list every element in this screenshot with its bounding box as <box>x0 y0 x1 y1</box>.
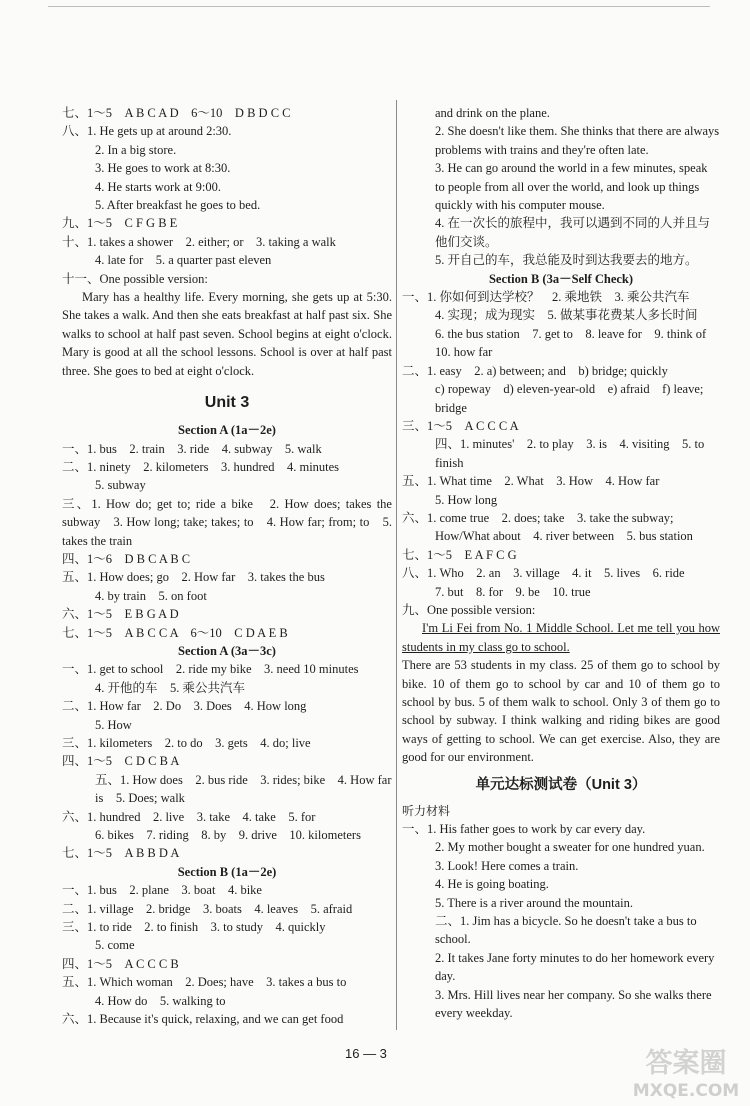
page-number: 16 — 3 <box>345 1046 387 1061</box>
column-divider <box>396 100 397 1030</box>
answer-line: 4. by train 5. on foot <box>95 588 207 603</box>
section-heading: Section A (3a－3c) <box>178 643 276 658</box>
answer-line: 五、1. Which woman 2. Does; have 3. takes a bus to <box>62 975 347 990</box>
answer-line: 三、1. How do; get to; ride a bike 2. How does; takes the subway 3. How long; take; takes; to 4. How far; from; to 5. takes the train <box>62 496 392 548</box>
answer-line: 八、1. Who 2. an 3. village 4. it 5. lives 6. ride <box>402 566 685 581</box>
answer-line: 4. 实现；成为现实 5. 做某事花费某人多长时间 <box>435 308 698 323</box>
answer-line: 三、1～5 A C C C A <box>402 418 519 433</box>
answer-line: c) ropeway d) eleven-year-old e) afraid f) leave; bridge <box>435 382 704 415</box>
answer-line: 5. subway <box>95 478 146 493</box>
answer-line: 二、1. Jim has a bicycle. So he doesn't take a bus to school. <box>435 914 697 947</box>
answer-line: I'm Li Fei from No. 1 Middle School. Let me tell you how students in my class go to school. <box>402 621 720 654</box>
answer-line: 十、1. takes a shower 2. either; or 3. taking a walk <box>62 234 336 249</box>
answer-line: Mary has a healthy life. Every morning, she gets up at 5:30. She takes a walk. And then she eats breakfast at half past six. She walks to school at half past seven. School begins at eight o'clock. Mary is good at all the school lessons. School is over at half past three. She goes to bed at eight o'clock. <box>62 290 392 378</box>
answer-line: 4. How do 5. walking to <box>95 993 226 1008</box>
section-heading: Section B (3a－Self Check) <box>488 271 634 286</box>
answer-line: 六、1～5 E B G A D <box>62 607 179 622</box>
answer-line: 2. In a big store. <box>95 142 177 157</box>
top-rule <box>48 6 710 7</box>
answer-line: 5. come <box>95 938 135 953</box>
test-heading: 单元达标测试卷（Unit 3） <box>475 776 647 793</box>
answer-line: 三、1. kilometers 2. to do 3. gets 4. do; live <box>62 736 311 750</box>
answer-line: 一、1. bus 2. plane 3. boat 4. bike <box>62 883 262 898</box>
answer-line: 5. There is a river around the mountain. <box>435 895 633 910</box>
answer-line: and drink on the plane. <box>435 106 550 120</box>
section-heading: Section B (1a－2e) <box>177 864 277 879</box>
answer-line: 4. He is going boating. <box>435 877 549 892</box>
answer-line: 一、1. get to school 2. ride my bike 3. need 10 minutes <box>62 662 359 677</box>
answer-line: 2. My mother bought a sweater for one hundred yuan. <box>435 840 705 855</box>
answer-line: 七、1～5 E A F C G <box>402 547 517 562</box>
answer-line: 5. After breakfast he goes to bed. <box>95 198 261 213</box>
answer-line: 6. bikes 7. riding 8. by 9. drive 10. kilometers <box>95 828 361 843</box>
answer-line: 3. He can go around the world in a few minutes, speak to people from all over the world, and look up things quickly with his computer mouse. <box>435 161 708 213</box>
answer-line: 七、1～5 A B C C A 6～10 C D A E B <box>62 625 288 640</box>
answer-line: 一、1. 你如何到达学校？ 2. 乘地铁 3. 乘公共汽车 <box>402 290 690 305</box>
answer-line: 7. but 8. for 9. be 10. true <box>435 584 591 599</box>
section-heading: Section A (1a－2e) <box>178 423 276 438</box>
answer-line: 六、1. Because it's quick, relaxing, and we can get food <box>62 1012 344 1027</box>
answer-line: 三、1. to ride 2. to finish 3. to study 4. quickly <box>62 920 326 935</box>
answer-line: 六、1. come true 2. does; take 3. take the subway; <box>402 510 674 525</box>
listening-label: 听力材料 <box>402 803 451 818</box>
answer-line: 五、1. What time 2. What 3. How 4. How far <box>402 474 660 489</box>
answer-line: 3. He goes to work at 8:30. <box>95 161 231 176</box>
answer-line: 3. Mrs. Hill lives near her company. So she walks there every weekday. <box>435 987 712 1021</box>
watermark-text: 答案圈 <box>645 1048 727 1079</box>
answer-line: 二、1. village 2. bridge 3. boats 4. leaves 5. afraid <box>62 901 353 916</box>
answer-line: 四、1. minutes' 2. to play 3. is 4. visiting 5. to finish <box>435 437 705 470</box>
answer-line: 九、One possible version: <box>402 602 536 617</box>
answer-line: 4. 在一次长的旅程中，我可以遇到不同的人并且与他们交谈。 <box>435 216 711 249</box>
answer-line: 五、1. How does; go 2. How far 3. takes the bus <box>62 570 325 585</box>
answer-line: 5. 开自己的车，我总能及时到达我要去的地方。 <box>435 253 698 268</box>
left-column <box>62 104 392 1029</box>
answer-line: 四、1～6 D B C A B C <box>62 551 191 566</box>
answer-line: 2. She doesn't like them. She thinks that there are always problems with trains and they're often late. <box>435 124 720 157</box>
watermark-url: MXQE.COM <box>632 1081 740 1101</box>
answer-line: 二、1. ninety 2. kilometers 3. hundred 4. minutes <box>62 459 340 474</box>
answer-line: 4. late for 5. a quarter past eleven <box>95 253 272 268</box>
answer-line: There are 53 students in my class. 25 of them go to school by bike. 10 of them go to school by car and 10 of them go to school by bus. 5 of them walk to school. Only 3 of them go to school by subway. I think walking and riding bikes are good ways of getting to school. We can get exercise. Also, they are good for our environment. <box>402 658 720 765</box>
answer-line: 八、1. He gets up at around 2:30. <box>62 124 232 139</box>
answer-line: 5. How <box>95 717 132 732</box>
answer-line: 四、1～5 A C C C B <box>62 956 179 971</box>
answer-line: 二、1. easy 2. a) between; and b) bridge; quickly <box>402 363 668 378</box>
answer-line: 一、1. bus 2. train 3. ride 4. subway 5. walk <box>62 441 322 456</box>
answer-line: 七、1～5 A B C A D 6～10 D B D C C <box>62 106 291 120</box>
answer-line: 九、1～5 C F G B E <box>62 216 178 231</box>
answer-line: 3. Look! Here comes a train. <box>435 858 579 873</box>
right-column <box>402 104 720 1023</box>
answer-line: 4. He starts work at 9:00. <box>95 179 222 194</box>
answer-line: 二、1. How far 2. Do 3. Does 4. How long <box>62 699 307 714</box>
answer-line: 五、1. How does 2. bus ride 3. rides; bike 4. How far is 5. Does; walk <box>95 772 392 806</box>
answer-line: 六、1. hundred 2. live 3. take 4. take 5. for <box>62 809 316 824</box>
answer-line: 一、1. His father goes to work by car every day. <box>402 822 646 837</box>
answer-line: 七、1～5 A B B D A <box>62 846 180 861</box>
answer-line: 十一、One possible version: <box>62 271 208 286</box>
answer-line: 6. the bus station 7. get to 8. leave for 9. think of 10. how far <box>435 326 719 360</box>
answer-line: How/What about 4. river between 5. bus station <box>435 529 693 544</box>
unit-heading: Unit 3 <box>204 394 250 412</box>
answer-line: 四、1～5 C D C B A <box>62 754 180 769</box>
answer-line: 2. It takes Jane forty minutes to do her homework every day. <box>435 950 715 984</box>
answer-line: 4. 开他的车 5. 乘公共汽车 <box>95 680 246 695</box>
answer-line: 5. How long <box>435 492 498 507</box>
watermark-logo <box>594 1042 744 1102</box>
